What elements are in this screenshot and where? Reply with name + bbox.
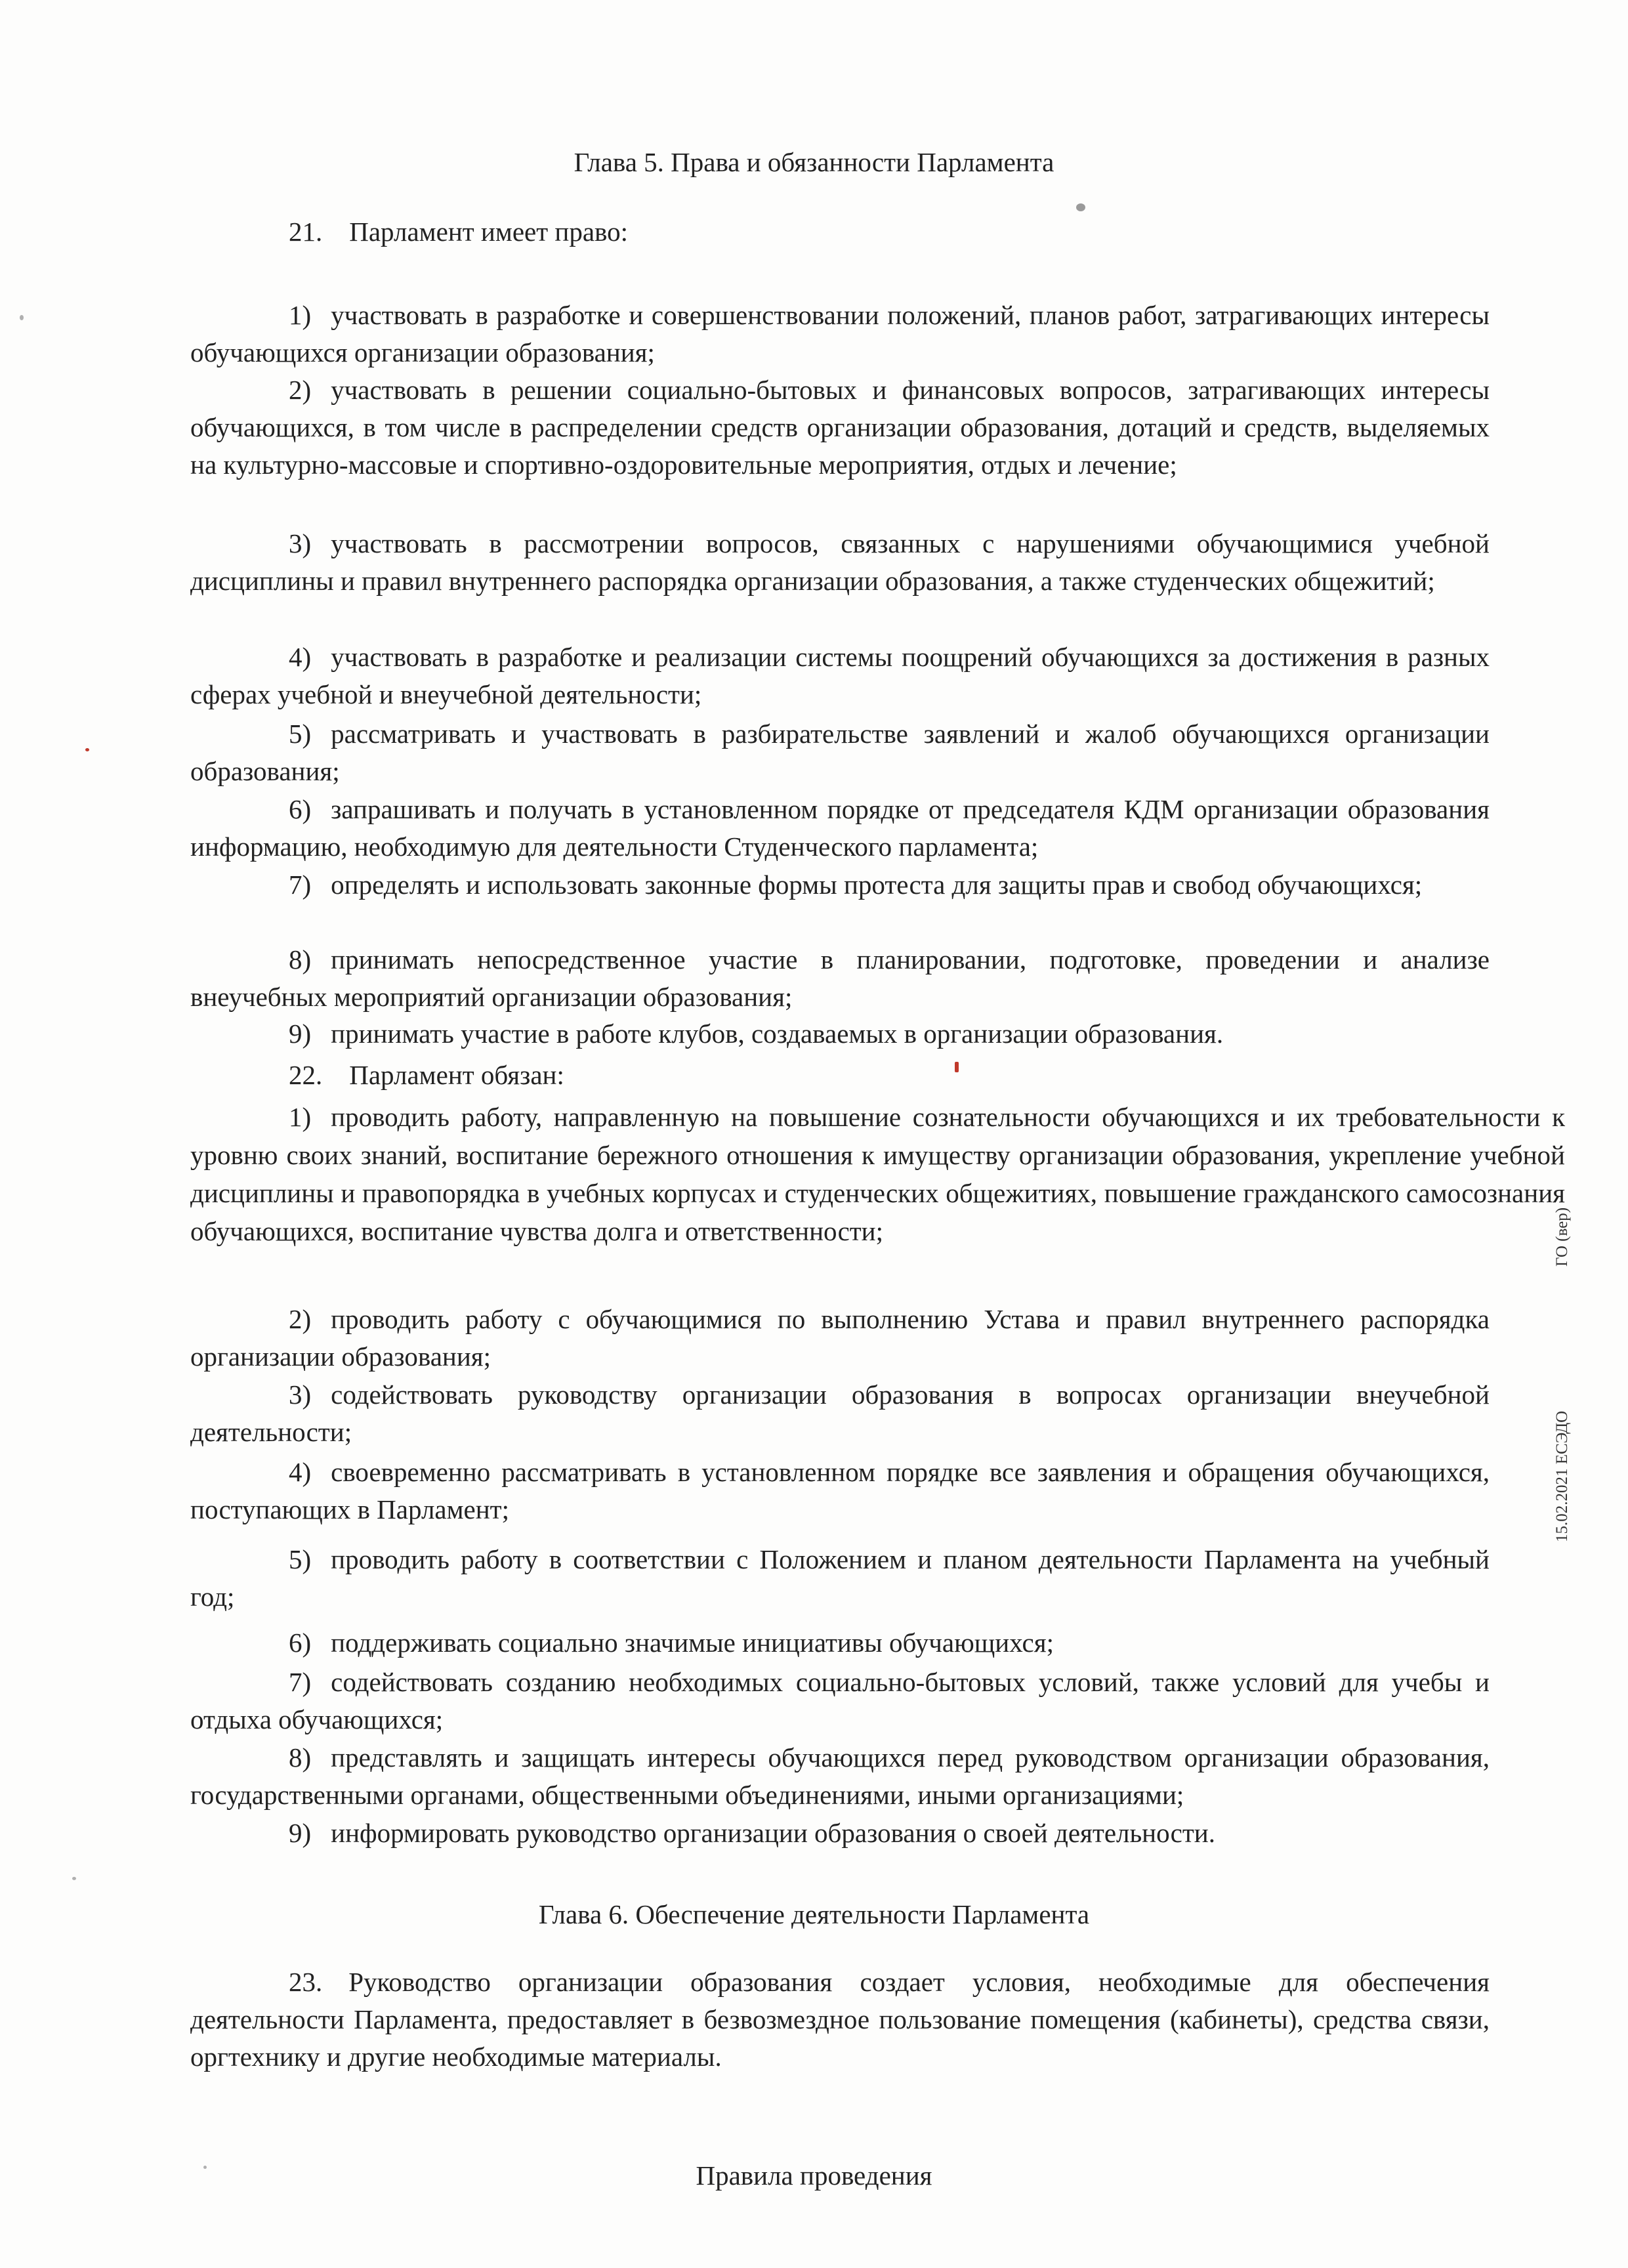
rights-item-number: 8) bbox=[289, 944, 312, 975]
clause-22-text: Парламент обязан: bbox=[349, 1060, 564, 1090]
scan-speck bbox=[72, 1877, 76, 1880]
duties-item-number: 9) bbox=[289, 1818, 312, 1848]
duties-item-text: представлять и защищать интересы обучающихся перед руководством организации образования, государственными органами, общественными объединениями, иными организациями; bbox=[190, 1742, 1490, 1810]
rights-item bbox=[190, 297, 1490, 371]
scan-speck bbox=[20, 315, 24, 320]
scan-speck bbox=[85, 748, 89, 751]
duties-item bbox=[190, 1301, 1490, 1376]
chapter-6-title: Глава 6. Обеспечение деятельности Парламента bbox=[538, 1899, 1090, 1929]
duties-item-number: 6) bbox=[289, 1628, 312, 1658]
scan-speck bbox=[955, 1062, 959, 1072]
registration-stamp-date: 15.02.2021 ЕСЭДО bbox=[1553, 1410, 1571, 1542]
rights-item bbox=[190, 639, 1490, 713]
scan-speck bbox=[203, 2166, 207, 2169]
registration-stamp bbox=[1552, 1116, 1578, 1542]
rights-item-text: принимать непосредственное участие в планировании, подготовке, проведении и анализе внеучебных мероприятий организации образования; bbox=[190, 944, 1490, 1012]
rights-item-number: 2) bbox=[289, 375, 312, 405]
next-section-title: Правила проведения bbox=[696, 2160, 932, 2191]
duties-item bbox=[190, 1815, 1490, 1852]
rights-item-number: 7) bbox=[289, 870, 312, 900]
rights-item bbox=[190, 1015, 1490, 1053]
rights-item-text: запрашивать и получать в установленном порядке от председателя КДМ организации образования информацию, необходимую для деятельности Студенческого парламента; bbox=[190, 794, 1490, 862]
duties-item-number: 7) bbox=[289, 1667, 312, 1697]
rights-item-number: 1) bbox=[289, 300, 312, 330]
scan-speck bbox=[1076, 203, 1085, 211]
rights-item bbox=[190, 866, 1490, 904]
clause-21-text: Парламент имеет право: bbox=[349, 217, 628, 247]
duties-item-number: 8) bbox=[289, 1742, 312, 1773]
clause-21 bbox=[190, 213, 1490, 251]
rights-item-number: 5) bbox=[289, 719, 312, 749]
duties-item-text: проводить работу с обучающимися по выполнению Устава и правил внутреннего распорядка организации образования; bbox=[190, 1304, 1490, 1372]
duties-item bbox=[190, 1624, 1490, 1662]
rights-item-text: участвовать в рассмотрении вопросов, связанных с нарушениями обучающимися учебной дисциплины и правил внутреннего распорядка организации образования, а также студенческих общежитий; bbox=[190, 528, 1490, 596]
rights-item-text: принимать участие в работе клубов, создаваемых в организации образования. bbox=[331, 1018, 1224, 1049]
rights-item bbox=[190, 941, 1490, 1016]
duties-item-text: содействовать созданию необходимых социально-бытовых условий, также условий для учебы и отдыха обучающихся; bbox=[190, 1667, 1490, 1734]
duties-item bbox=[190, 1541, 1490, 1616]
rights-item-text: участвовать в разработке и реализации системы поощрений обучающихся за достижения в разных сферах учебной и внеучебной деятельности; bbox=[190, 642, 1490, 709]
rights-item bbox=[190, 791, 1490, 866]
rights-item-number: 4) bbox=[289, 642, 312, 672]
clause-23-text: Руководство организации образования создает условия, необходимые для обеспечения деятельности Парламента, предоставляет в безвозмездное пользование помещения (кабинеты), средства связи, оргтехнику и другие необходимые материалы. bbox=[190, 1967, 1490, 2072]
duties-item-text: информировать руководство организации образования о своей деятельности. bbox=[331, 1818, 1215, 1848]
chapter-5-title: Глава 5. Права и обязанности Парламента bbox=[574, 147, 1054, 177]
duties-item bbox=[190, 1454, 1490, 1528]
registration-stamp-code: ГО (вер) bbox=[1553, 1207, 1571, 1267]
rights-item-number: 6) bbox=[289, 794, 312, 824]
duties-item-text: содействовать руководству организации образования в вопросах организации внеучебной деятельности; bbox=[190, 1379, 1490, 1447]
duties-item-text: поддерживать социально значимые инициативы обучающихся; bbox=[331, 1628, 1054, 1658]
clause-22 bbox=[190, 1057, 1490, 1094]
rights-item bbox=[190, 371, 1490, 484]
duties-item-number: 3) bbox=[289, 1379, 312, 1410]
duties-item bbox=[190, 1739, 1490, 1814]
clause-22-number: 22. bbox=[289, 1060, 323, 1090]
duties-item-number: 4) bbox=[289, 1457, 312, 1487]
rights-item-number: 3) bbox=[289, 528, 312, 558]
clause-23 bbox=[190, 1964, 1490, 2076]
clause-21-number: 21. bbox=[289, 217, 323, 247]
duties-item-number: 5) bbox=[289, 1544, 312, 1574]
duties-item-text: проводить работу, направленную на повышение сознательности обучающихся и их требовательности к уровню своих знаний, воспитание бережного отношения к имуществу организации образования, укрепление учебной дисциплины и правопорядка в учебных корпусах и студенческих общежитиях, повышение гражданского самосознания обучающихся, воспитание чувства долга и ответственности; bbox=[190, 1102, 1565, 1246]
rights-item-text: участвовать в решении социально-бытовых и финансовых вопросов, затрагивающих интересы обучающихся, в том числе в распределении средств организации образования, дотаций и средств, выделяемых на культурно-массовые и спортивно-оздоровительные мероприятия, отдых и лечение; bbox=[190, 375, 1490, 480]
duties-item-text: своевременно рассматривать в установленном порядке все заявления и обращения обучающихся, поступающих в Парламент; bbox=[190, 1457, 1490, 1524]
duties-item-text: проводить работу в соответствии с Положением и планом деятельности Парламента на учебный год; bbox=[190, 1544, 1490, 1612]
rights-item bbox=[190, 525, 1490, 600]
duties-item bbox=[190, 1664, 1490, 1738]
duties-item-number: 1) bbox=[289, 1102, 312, 1132]
duties-item bbox=[190, 1098, 1565, 1250]
duties-item-number: 2) bbox=[289, 1304, 312, 1334]
rights-item-text: участвовать в разработке и совершенствовании положений, планов работ, затрагивающих интересы обучающихся организации образования; bbox=[190, 300, 1490, 368]
rights-item-text: рассматривать и участвовать в разбирательстве заявлений и жалоб обучающихся организации образования; bbox=[190, 719, 1490, 786]
rights-item-number: 9) bbox=[289, 1018, 312, 1049]
rights-item bbox=[190, 715, 1490, 790]
rights-item-text: определять и использовать законные формы протеста для защиты прав и свобод обучающихся; bbox=[331, 870, 1423, 900]
clause-23-number: 23. bbox=[289, 1967, 323, 1997]
duties-item bbox=[190, 1376, 1490, 1451]
